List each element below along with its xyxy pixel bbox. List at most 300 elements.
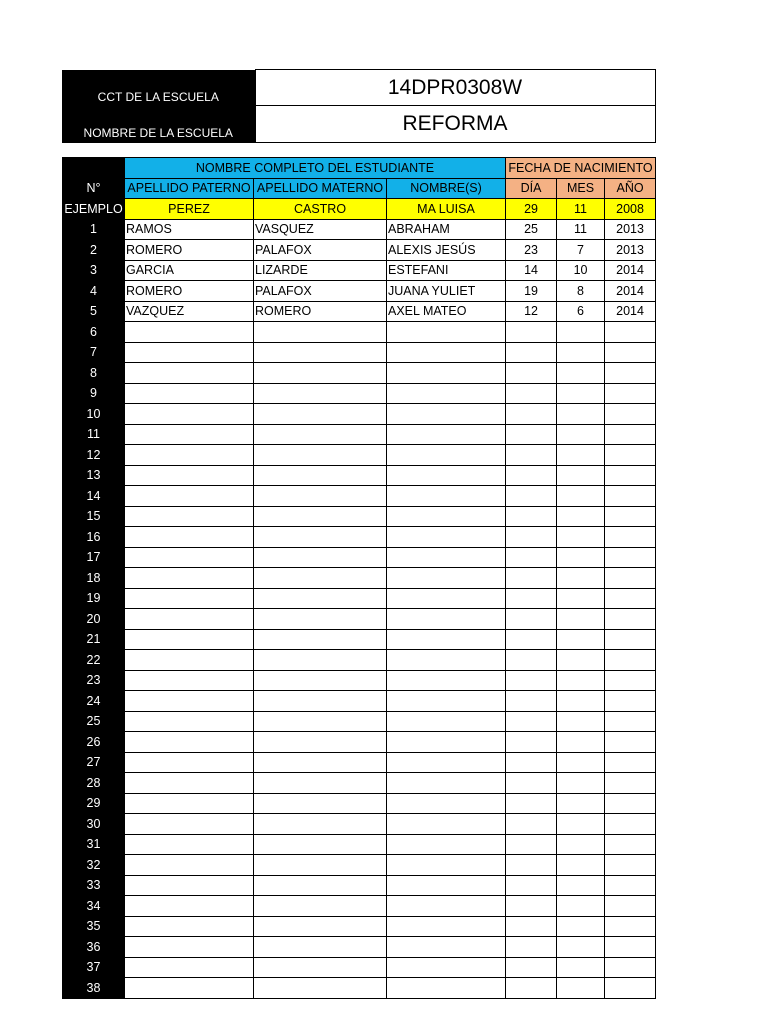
cell-dia[interactable] <box>506 424 557 445</box>
table-row <box>63 916 656 937</box>
table-row <box>63 609 656 630</box>
cell-anio[interactable] <box>605 383 656 404</box>
group-header-birthdate: FECHA DE NACIMIENTO <box>506 158 656 179</box>
cell-apellido-paterno[interactable] <box>125 855 254 876</box>
table-row <box>63 691 656 712</box>
school-header <box>62 69 656 143</box>
cell-mes[interactable] <box>557 957 605 978</box>
cell-apellido-materno[interactable]: VASQUEZ <box>254 219 387 240</box>
table-row <box>63 670 656 691</box>
column-header-row <box>63 178 656 199</box>
cell-nombres[interactable] <box>387 547 506 568</box>
cell-nombres[interactable]: ABRAHAM <box>387 219 506 240</box>
cell-dia[interactable] <box>506 814 557 835</box>
table-row <box>63 588 656 609</box>
cell-nombres[interactable]: AXEL MATEO <box>387 301 506 322</box>
cell-apellido-materno[interactable] <box>254 650 387 671</box>
row-number: 8 <box>63 363 125 384</box>
cell-apellido-materno[interactable] <box>254 424 387 445</box>
cell-apellido-materno[interactable] <box>254 568 387 589</box>
table-row <box>63 855 656 876</box>
cell-anio[interactable] <box>605 568 656 589</box>
cell-anio[interactable] <box>605 363 656 384</box>
cell-mes[interactable] <box>557 383 605 404</box>
cell-dia[interactable] <box>506 588 557 609</box>
cell-dia[interactable] <box>506 937 557 958</box>
cell-mes[interactable] <box>557 834 605 855</box>
table-row <box>63 342 656 363</box>
table-row <box>63 978 656 999</box>
cell-anio[interactable] <box>605 322 656 343</box>
cell-apellido-paterno[interactable] <box>125 322 254 343</box>
cell-dia[interactable] <box>506 629 557 650</box>
cell-dia[interactable] <box>506 711 557 732</box>
cell-anio[interactable] <box>605 773 656 794</box>
cell-apellido-paterno[interactable] <box>125 547 254 568</box>
table-row <box>63 424 656 445</box>
table-row <box>63 834 656 855</box>
cell-dia[interactable] <box>506 732 557 753</box>
cell-nombres[interactable] <box>387 568 506 589</box>
cell-anio[interactable] <box>605 937 656 958</box>
cell-apellido-paterno[interactable] <box>125 875 254 896</box>
row-number: 25 <box>63 711 125 732</box>
cell-nombres[interactable] <box>387 691 506 712</box>
cell-anio[interactable] <box>605 342 656 363</box>
cell-anio[interactable] <box>605 650 656 671</box>
cell-nombres[interactable] <box>387 978 506 999</box>
row-number: 4 <box>63 281 125 302</box>
cell-apellido-paterno[interactable]: ROMERO <box>125 281 254 302</box>
cell-nombres[interactable] <box>387 670 506 691</box>
cell-nombres[interactable] <box>387 650 506 671</box>
cell-apellido-paterno[interactable] <box>125 568 254 589</box>
row-number: 9 <box>63 383 125 404</box>
cell-apellido-paterno[interactable]: RAMOS <box>125 219 254 240</box>
cell-nombres[interactable] <box>387 342 506 363</box>
cell-mes[interactable] <box>557 691 605 712</box>
cell-mes[interactable] <box>557 465 605 486</box>
cell-anio[interactable] <box>605 588 656 609</box>
cell-mes[interactable] <box>557 527 605 548</box>
cell-apellido-paterno[interactable] <box>125 978 254 999</box>
cell-mes[interactable] <box>557 588 605 609</box>
cell-apellido-paterno[interactable] <box>125 711 254 732</box>
cell-apellido-materno[interactable] <box>254 793 387 814</box>
cell-apellido-paterno[interactable] <box>125 588 254 609</box>
cell-anio[interactable] <box>605 814 656 835</box>
school-name-label: NOMBRE DE LA ESCUELA <box>62 106 255 143</box>
cell-anio[interactable] <box>605 978 656 999</box>
cell-anio[interactable] <box>605 629 656 650</box>
cell-apellido-materno[interactable] <box>254 732 387 753</box>
cell-nombres[interactable] <box>387 363 506 384</box>
cell-anio[interactable]: 2013 <box>605 240 656 261</box>
cell-apellido-materno[interactable] <box>254 834 387 855</box>
cell-apellido-materno[interactable] <box>254 465 387 486</box>
cell-nombres[interactable] <box>387 445 506 466</box>
cell-apellido-paterno[interactable] <box>125 814 254 835</box>
cell-mes[interactable] <box>557 322 605 343</box>
cell-mes[interactable] <box>557 609 605 630</box>
cell-nombres[interactable] <box>387 916 506 937</box>
col-header-mes: MES <box>557 178 605 199</box>
cell-apellido-paterno[interactable] <box>125 383 254 404</box>
row-number: 27 <box>63 752 125 773</box>
cell-dia[interactable]: 19 <box>506 281 557 302</box>
row-number: 3 <box>63 260 125 281</box>
row-number: 38 <box>63 978 125 999</box>
cell-dia[interactable] <box>506 527 557 548</box>
cell-dia[interactable] <box>506 834 557 855</box>
cell-anio[interactable] <box>605 609 656 630</box>
cell-anio[interactable] <box>605 957 656 978</box>
cell-apellido-materno[interactable]: ROMERO <box>254 301 387 322</box>
cell-mes[interactable] <box>557 752 605 773</box>
cell-dia[interactable] <box>506 568 557 589</box>
cell-apellido-materno[interactable] <box>254 916 387 937</box>
cell-anio[interactable]: 2014 <box>605 301 656 322</box>
row-number: 32 <box>63 855 125 876</box>
col-header-apellido-paterno: APELLIDO PATERNO <box>125 178 254 199</box>
cell-apellido-paterno[interactable] <box>125 404 254 425</box>
cell-dia[interactable] <box>506 547 557 568</box>
cell-apellido-paterno[interactable]: ROMERO <box>125 240 254 261</box>
cell-anio[interactable] <box>605 424 656 445</box>
example-dia: 29 <box>506 199 557 220</box>
cell-nombres[interactable]: JUANA YULIET <box>387 281 506 302</box>
cell-dia[interactable] <box>506 978 557 999</box>
cell-apellido-paterno[interactable] <box>125 957 254 978</box>
cell-mes[interactable] <box>557 547 605 568</box>
cell-mes[interactable] <box>557 711 605 732</box>
table-row <box>63 875 656 896</box>
cell-mes[interactable] <box>557 916 605 937</box>
cell-nombres[interactable] <box>387 855 506 876</box>
table-row <box>63 896 656 917</box>
cell-anio[interactable] <box>605 486 656 507</box>
cell-mes[interactable] <box>557 568 605 589</box>
cell-apellido-materno[interactable] <box>254 342 387 363</box>
cell-dia[interactable]: 14 <box>506 260 557 281</box>
cell-dia[interactable]: 25 <box>506 219 557 240</box>
cell-nombres[interactable] <box>387 506 506 527</box>
cell-apellido-paterno[interactable] <box>125 650 254 671</box>
cell-mes[interactable] <box>557 896 605 917</box>
cell-apellido-materno[interactable]: PALAFOX <box>254 240 387 261</box>
cell-dia[interactable] <box>506 363 557 384</box>
row-number: 16 <box>63 527 125 548</box>
cell-dia[interactable] <box>506 506 557 527</box>
cell-dia[interactable] <box>506 650 557 671</box>
cell-mes[interactable] <box>557 937 605 958</box>
cell-anio[interactable] <box>605 732 656 753</box>
cell-anio[interactable] <box>605 834 656 855</box>
row-number: 1 <box>63 219 125 240</box>
cell-apellido-materno[interactable] <box>254 363 387 384</box>
table-row <box>63 773 656 794</box>
cell-mes[interactable] <box>557 855 605 876</box>
cell-anio[interactable] <box>605 855 656 876</box>
group-header-row <box>63 158 656 179</box>
cell-apellido-materno[interactable] <box>254 752 387 773</box>
row-number: 2 <box>63 240 125 261</box>
cell-apellido-paterno[interactable] <box>125 424 254 445</box>
cell-dia[interactable] <box>506 793 557 814</box>
cell-anio[interactable]: 2013 <box>605 219 656 240</box>
cell-dia[interactable]: 12 <box>506 301 557 322</box>
cell-anio[interactable] <box>605 752 656 773</box>
cell-nombres[interactable] <box>387 773 506 794</box>
cell-dia[interactable] <box>506 342 557 363</box>
cell-apellido-materno[interactable] <box>254 814 387 835</box>
col-header-dia: DÍA <box>506 178 557 199</box>
table-row <box>63 281 656 302</box>
row-number: 7 <box>63 342 125 363</box>
cell-mes[interactable]: 10 <box>557 260 605 281</box>
example-apellido-paterno: PEREZ <box>125 199 254 220</box>
row-number: 28 <box>63 773 125 794</box>
cell-apellido-materno[interactable] <box>254 383 387 404</box>
cell-nombres[interactable] <box>387 527 506 548</box>
cell-mes[interactable] <box>557 424 605 445</box>
cell-nombres[interactable]: ALEXIS JESÚS <box>387 240 506 261</box>
example-nombres: MA LUISA <box>387 199 506 220</box>
cell-dia[interactable] <box>506 691 557 712</box>
cell-dia[interactable] <box>506 875 557 896</box>
cell-apellido-paterno[interactable] <box>125 445 254 466</box>
cell-apellido-paterno[interactable] <box>125 629 254 650</box>
cell-apellido-materno[interactable] <box>254 588 387 609</box>
col-header-anio: AÑO <box>605 178 656 199</box>
cell-mes[interactable] <box>557 404 605 425</box>
cell-apellido-materno[interactable] <box>254 629 387 650</box>
cell-apellido-paterno[interactable] <box>125 342 254 363</box>
cell-apellido-materno[interactable]: LIZARDE <box>254 260 387 281</box>
row-number: 19 <box>63 588 125 609</box>
cell-mes[interactable]: 7 <box>557 240 605 261</box>
cell-mes[interactable] <box>557 445 605 466</box>
cell-apellido-materno[interactable] <box>254 711 387 732</box>
cell-dia[interactable] <box>506 773 557 794</box>
cell-nombres[interactable] <box>387 896 506 917</box>
cell-nombres[interactable] <box>387 629 506 650</box>
cell-mes[interactable] <box>557 629 605 650</box>
row-number: 21 <box>63 629 125 650</box>
cell-apellido-paterno[interactable] <box>125 752 254 773</box>
cell-apellido-materno[interactable] <box>254 957 387 978</box>
cell-apellido-materno[interactable] <box>254 527 387 548</box>
cell-apellido-paterno[interactable] <box>125 506 254 527</box>
row-number: 36 <box>63 937 125 958</box>
cell-apellido-paterno[interactable] <box>125 363 254 384</box>
cell-nombres[interactable]: ESTEFANI <box>387 260 506 281</box>
cell-dia[interactable] <box>506 916 557 937</box>
cell-anio[interactable] <box>605 875 656 896</box>
cell-apellido-materno[interactable] <box>254 506 387 527</box>
cell-mes[interactable] <box>557 793 605 814</box>
cell-dia[interactable]: 23 <box>506 240 557 261</box>
cell-mes[interactable] <box>557 342 605 363</box>
table-row <box>63 486 656 507</box>
cell-nombres[interactable] <box>387 588 506 609</box>
table-row <box>63 793 656 814</box>
table-row <box>63 445 656 466</box>
cell-dia[interactable] <box>506 465 557 486</box>
example-mes: 11 <box>557 199 605 220</box>
cell-dia[interactable] <box>506 896 557 917</box>
cell-apellido-paterno[interactable] <box>125 916 254 937</box>
cell-nombres[interactable] <box>387 793 506 814</box>
cell-apellido-materno[interactable] <box>254 670 387 691</box>
table-row <box>63 404 656 425</box>
cell-anio[interactable] <box>605 445 656 466</box>
example-label: EJEMPLO <box>63 199 125 220</box>
table-row <box>63 937 656 958</box>
cell-dia[interactable] <box>506 404 557 425</box>
cell-mes[interactable] <box>557 732 605 753</box>
cell-nombres[interactable] <box>387 404 506 425</box>
cell-dia[interactable] <box>506 752 557 773</box>
row-number: 6 <box>63 322 125 343</box>
cell-apellido-paterno[interactable] <box>125 896 254 917</box>
cell-anio[interactable] <box>605 527 656 548</box>
cell-mes[interactable] <box>557 978 605 999</box>
cell-apellido-paterno[interactable] <box>125 793 254 814</box>
cell-nombres[interactable] <box>387 711 506 732</box>
cell-apellido-materno[interactable] <box>254 875 387 896</box>
table-row <box>63 527 656 548</box>
row-number: 35 <box>63 916 125 937</box>
row-number: 18 <box>63 568 125 589</box>
cell-anio[interactable]: 2014 <box>605 281 656 302</box>
cell-nombres[interactable] <box>387 732 506 753</box>
cell-apellido-paterno[interactable] <box>125 527 254 548</box>
cell-mes[interactable] <box>557 486 605 507</box>
cell-mes[interactable] <box>557 875 605 896</box>
cell-mes[interactable] <box>557 773 605 794</box>
cell-apellido-materno[interactable] <box>254 855 387 876</box>
cell-apellido-paterno[interactable] <box>125 732 254 753</box>
cell-apellido-paterno[interactable]: VAZQUEZ <box>125 301 254 322</box>
cell-mes[interactable]: 8 <box>557 281 605 302</box>
cell-dia[interactable] <box>506 383 557 404</box>
row-number: 5 <box>63 301 125 322</box>
table-row <box>63 547 656 568</box>
cct-value[interactable]: 14DPR0308W <box>255 70 655 106</box>
cell-apellido-materno[interactable] <box>254 547 387 568</box>
cell-dia[interactable] <box>506 486 557 507</box>
cell-anio[interactable]: 2014 <box>605 260 656 281</box>
cell-nombres[interactable] <box>387 752 506 773</box>
cell-apellido-materno[interactable] <box>254 609 387 630</box>
cell-apellido-paterno[interactable] <box>125 834 254 855</box>
cell-nombres[interactable] <box>387 424 506 445</box>
cell-nombres[interactable] <box>387 383 506 404</box>
table-row <box>63 506 656 527</box>
cell-mes[interactable] <box>557 363 605 384</box>
cell-anio[interactable] <box>605 506 656 527</box>
cell-apellido-paterno[interactable] <box>125 465 254 486</box>
cell-nombres[interactable] <box>387 609 506 630</box>
cell-dia[interactable] <box>506 670 557 691</box>
cell-mes[interactable]: 11 <box>557 219 605 240</box>
table-row <box>63 260 656 281</box>
group-header-student: NOMBRE COMPLETO DEL ESTUDIANTE <box>125 158 506 179</box>
cell-mes[interactable]: 6 <box>557 301 605 322</box>
cell-apellido-materno[interactable] <box>254 404 387 425</box>
example-anio: 2008 <box>605 199 656 220</box>
cell-apellido-materno[interactable] <box>254 691 387 712</box>
cell-anio[interactable] <box>605 896 656 917</box>
cell-dia[interactable] <box>506 445 557 466</box>
cell-dia[interactable] <box>506 322 557 343</box>
row-number: 10 <box>63 404 125 425</box>
cell-apellido-materno[interactable] <box>254 486 387 507</box>
cell-apellido-paterno[interactable] <box>125 486 254 507</box>
row-number: 24 <box>63 691 125 712</box>
cell-mes[interactable] <box>557 506 605 527</box>
cell-anio[interactable] <box>605 691 656 712</box>
cct-label: CCT DE LA ESCUELA <box>62 70 255 106</box>
cell-anio[interactable] <box>605 793 656 814</box>
table-row <box>63 711 656 732</box>
cell-apellido-materno[interactable]: PALAFOX <box>254 281 387 302</box>
cell-apellido-paterno[interactable] <box>125 670 254 691</box>
cell-anio[interactable] <box>605 670 656 691</box>
row-number: 14 <box>63 486 125 507</box>
cell-nombres[interactable] <box>387 322 506 343</box>
school-name-value[interactable]: REFORMA <box>255 106 655 143</box>
cell-nombres[interactable] <box>387 465 506 486</box>
cell-nombres[interactable] <box>387 486 506 507</box>
table-row <box>63 301 656 322</box>
cell-nombres[interactable] <box>387 875 506 896</box>
cell-nombres[interactable] <box>387 814 506 835</box>
cell-anio[interactable] <box>605 404 656 425</box>
cell-anio[interactable] <box>605 547 656 568</box>
cell-anio[interactable] <box>605 916 656 937</box>
cell-apellido-paterno[interactable]: GARCIA <box>125 260 254 281</box>
cell-apellido-materno[interactable] <box>254 773 387 794</box>
cell-apellido-paterno[interactable] <box>125 773 254 794</box>
cell-mes[interactable] <box>557 670 605 691</box>
cell-apellido-paterno[interactable] <box>125 937 254 958</box>
cell-mes[interactable] <box>557 814 605 835</box>
cell-apellido-materno[interactable] <box>254 322 387 343</box>
table-row <box>63 322 656 343</box>
cell-dia[interactable] <box>506 957 557 978</box>
cell-apellido-materno[interactable] <box>254 978 387 999</box>
cell-apellido-paterno[interactable] <box>125 609 254 630</box>
cell-dia[interactable] <box>506 609 557 630</box>
cell-dia[interactable] <box>506 855 557 876</box>
cell-apellido-paterno[interactable] <box>125 691 254 712</box>
cell-apellido-materno[interactable] <box>254 896 387 917</box>
cell-apellido-materno[interactable] <box>254 445 387 466</box>
row-number: 13 <box>63 465 125 486</box>
cell-nombres[interactable] <box>387 957 506 978</box>
cell-nombres[interactable] <box>387 937 506 958</box>
cell-nombres[interactable] <box>387 834 506 855</box>
table-row <box>63 363 656 384</box>
cell-anio[interactable] <box>605 465 656 486</box>
cell-anio[interactable] <box>605 711 656 732</box>
cell-apellido-materno[interactable] <box>254 937 387 958</box>
table-row <box>63 219 656 240</box>
cell-mes[interactable] <box>557 650 605 671</box>
corner-cell <box>63 158 125 179</box>
